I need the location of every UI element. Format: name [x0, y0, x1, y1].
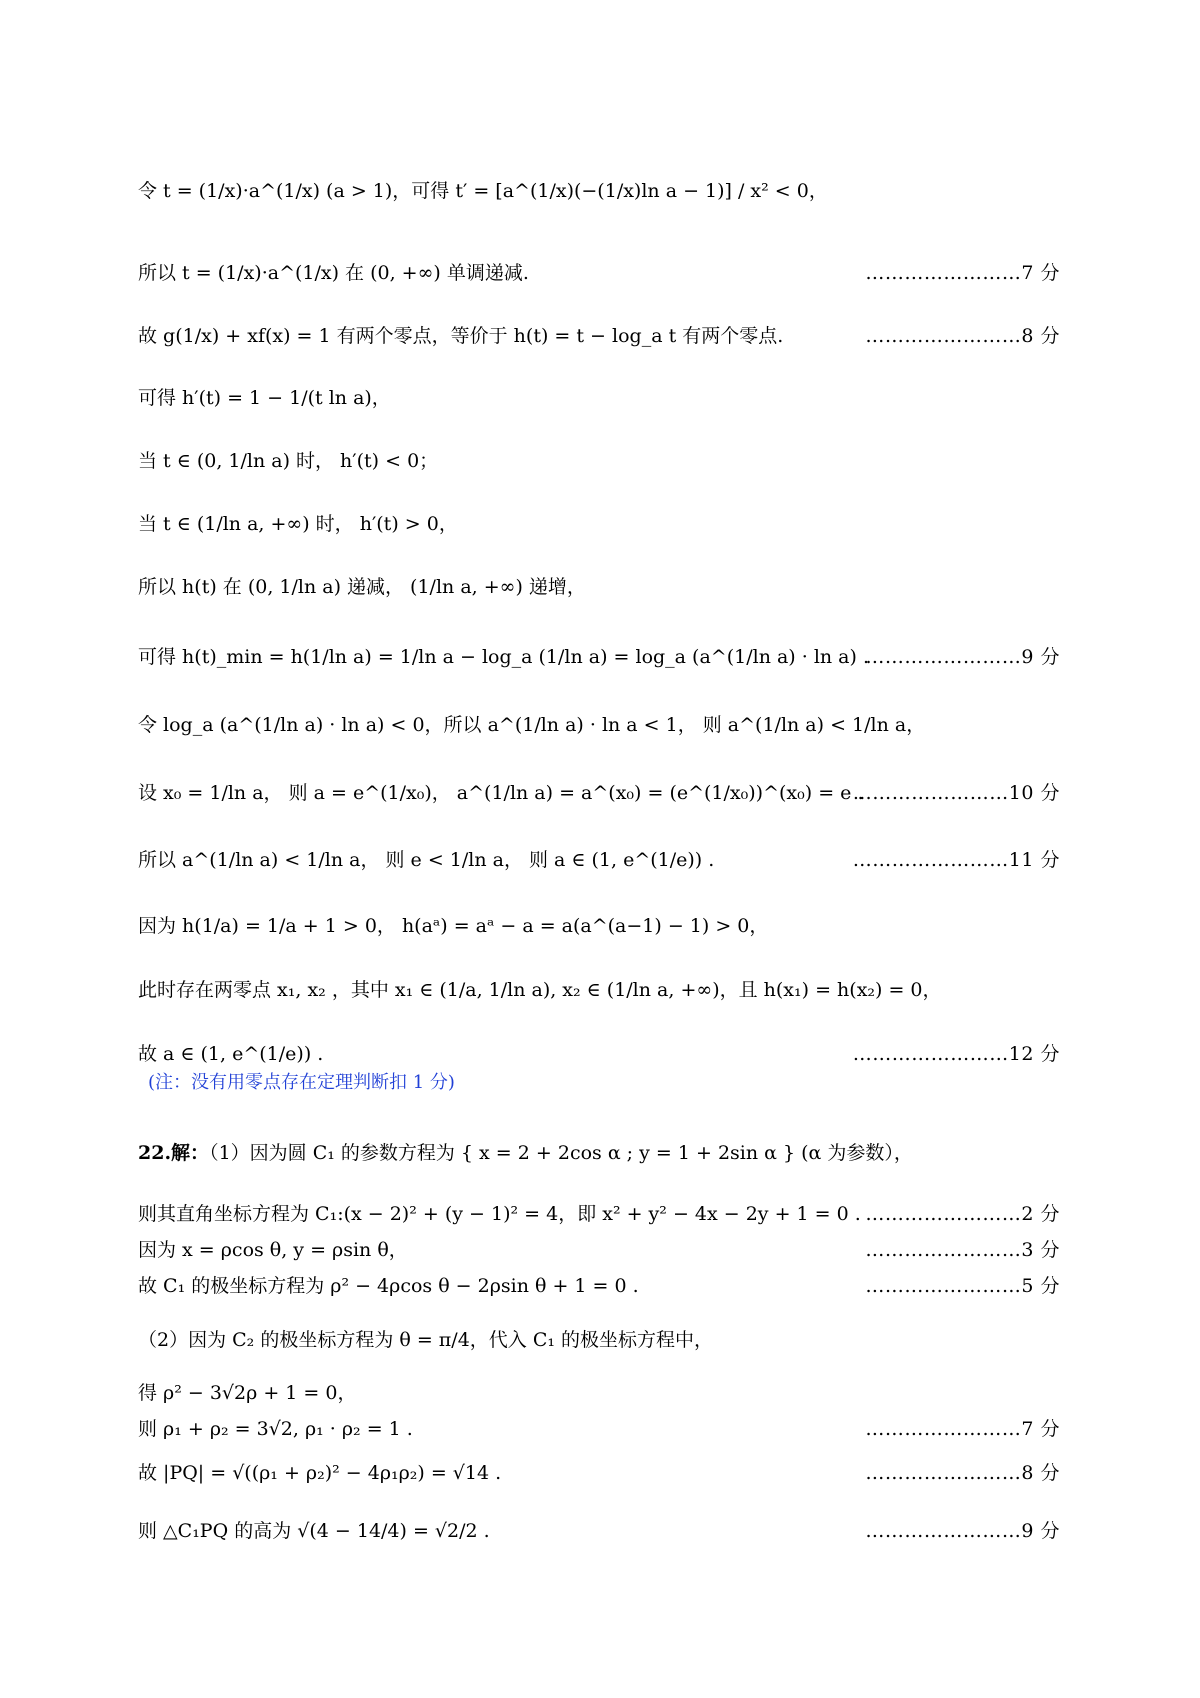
line-text: 当 t ∈ (1/ln a, +∞) 时， h′(t) > 0，	[138, 513, 458, 535]
line-text: 因为 x = ρcos θ, y = ρsin θ，	[138, 1239, 408, 1261]
score-marker: ……………………8 分	[865, 1462, 1060, 1484]
line-text: 令 t = (1/x)·a^(1/x) (a > 1)，可得 t′ = [a^(1/x)(−(1/x)ln a − 1)] / x² < 0，	[138, 180, 828, 202]
question-heading: 22.解：	[138, 1142, 210, 1164]
line-text: 可得 h(t)_min = h(1/ln a) = 1/ln a − log_a (1/ln a) = log_a (a^(1/ln a) · ln a) .	[138, 646, 869, 668]
line-text: 所以 h(t) 在 (0, 1/ln a) 递减， (1/ln a, +∞) 递增，	[138, 576, 586, 598]
line-text: 因为 h(1/a) = 1/a + 1 > 0， h(aᵃ) = aᵃ − a = a(a^(a−1) − 1) > 0，	[138, 915, 769, 937]
line-text: （1）因为圆 C₁ 的参数方程为 { x = 2 + 2cos α ; y = 1 + 2sin α } (α 为参数），	[209, 1142, 913, 1164]
line-text: 得 ρ² − 3√2ρ + 1 = 0，	[138, 1382, 357, 1404]
line-text: 故 |PQ| = √((ρ₁ + ρ₂)² − 4ρ₁ρ₂) = √14 .	[138, 1462, 502, 1484]
line-text: 则 △C₁PQ 的高为 √(4 − 14/4) = √2/2 .	[138, 1520, 490, 1542]
score-marker: ……………………5 分	[865, 1275, 1060, 1297]
line-text: 故 g(1/x) + xf(x) = 1 有两个零点，等价于 h(t) = t − log_a t 有两个零点.	[138, 325, 784, 347]
line-text: 所以 a^(1/ln a) < 1/ln a， 则 e < 1/ln a， 则 a ∈ (1, e^(1/e)) .	[138, 849, 715, 871]
grading-note: (注：没有用零点存在定理判断扣 1 分)	[148, 1072, 455, 1093]
line-text: 故 C₁ 的极坐标方程为 ρ² − 4ρcos θ − 2ρsin θ + 1 = 0 .	[138, 1275, 639, 1297]
line-text: 可得 h′(t) = 1 − 1/(t ln a)，	[138, 387, 391, 409]
score-marker: ……………………11 分	[852, 849, 1060, 871]
score-marker: ……………………7 分	[865, 1418, 1060, 1440]
score-marker: ……………………9 分	[865, 646, 1060, 668]
line-text: 令 log_a (a^(1/ln a) · ln a) < 0，所以 a^(1/ln a) · ln a < 1， 则 a^(1/ln a) < 1/ln a，	[138, 714, 926, 736]
line-text: 故 a ∈ (1, e^(1/e)) .	[138, 1043, 324, 1065]
score-marker: ……………………9 分	[865, 1520, 1060, 1542]
score-marker: ……………………10 分	[852, 782, 1060, 804]
line-text: 此时存在两零点 x₁, x₂ ，其中 x₁ ∈ (1/a, 1/ln a), x₂ ∈ (1/ln a, +∞)，且 h(x₁) = h(x₂) = 0，	[138, 979, 942, 1001]
line-text: 则 ρ₁ + ρ₂ = 3√2, ρ₁ · ρ₂ = 1 .	[138, 1418, 413, 1440]
line-text: 则其直角坐标方程为 C₁:(x − 2)² + (y − 1)² = 4，即 x² + y² − 4x − 2y + 1 = 0 .	[138, 1203, 861, 1225]
score-marker: ……………………12 分	[852, 1043, 1060, 1065]
score-marker: ……………………2 分	[865, 1203, 1060, 1225]
score-marker: ……………………7 分	[865, 262, 1060, 284]
line-text: （2）因为 C₂ 的极坐标方程为 θ = π/4，代入 C₁ 的极坐标方程中，	[138, 1329, 714, 1351]
line-text: 当 t ∈ (0, 1/ln a) 时， h′(t) < 0；	[138, 450, 439, 472]
score-marker: ……………………8 分	[865, 325, 1060, 347]
line-text: 所以 t = (1/x)·a^(1/x) 在 (0, +∞) 单调递减.	[138, 262, 529, 284]
line-text: 设 x₀ = 1/ln a， 则 a = e^(1/x₀)， a^(1/ln a) = a^(x₀) = (e^(1/x₀))^(x₀) = e .	[138, 782, 864, 804]
score-marker: ……………………3 分	[865, 1239, 1060, 1261]
